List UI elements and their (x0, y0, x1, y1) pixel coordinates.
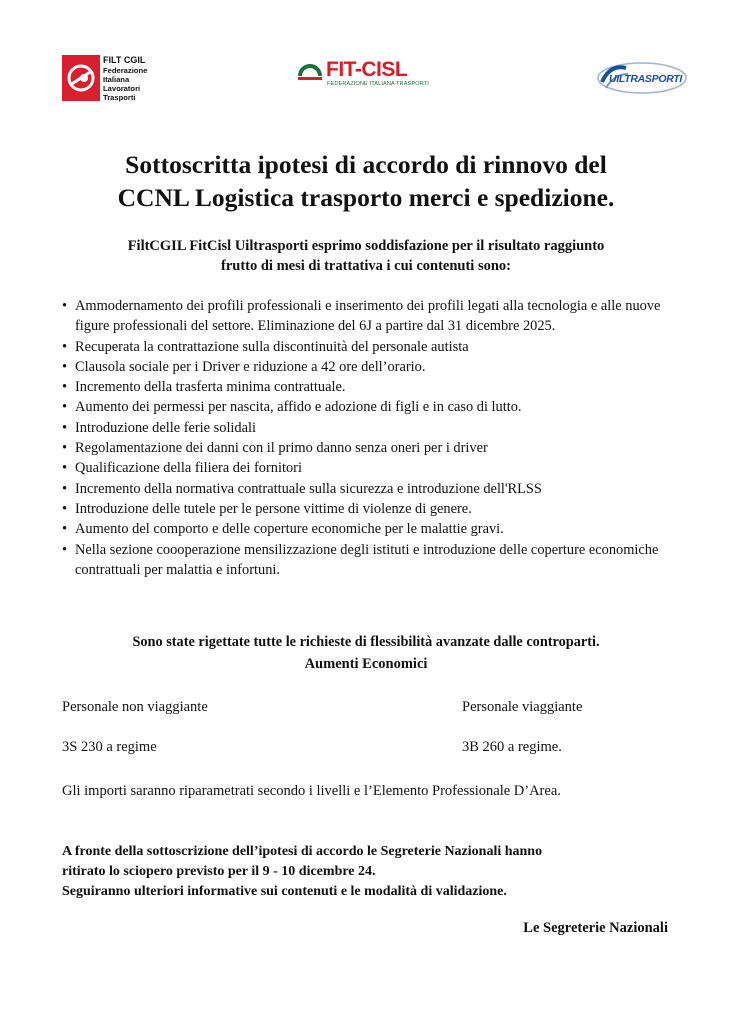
list-item-text: Aumento dei permessi per nascita, affido e adozione di figli e in caso di lutto. (75, 399, 522, 416)
list-item (62, 519, 682, 539)
list-item-text: Qualificazione della filiera dei fornitori (75, 460, 302, 477)
reparametrization-note: Gli importi saranno riparametrati secondo i livelli e l’Elemento Professionale D’Area. (62, 783, 561, 799)
list-item-text: Ammodernamento dei profili professionali e inserimento dei profili legati alla tecnologia e alle nuove figure professionali del settore. Eliminazione del 6J a partire dal 31 dicembre 2025. (75, 298, 661, 335)
bullet-icon: • (62, 460, 68, 477)
rejected-statement: Sono state rigettate tutte le richieste di flessibilità avanzate dalle controparti. (132, 634, 600, 650)
logo-bar (0, 0, 732, 120)
filt-line: Federazione (103, 66, 148, 75)
list-item-text: Introduzione delle ferie solidali (75, 419, 257, 436)
bullet-icon: • (62, 399, 68, 416)
bullet-icon: • (62, 358, 68, 375)
non-travelling-staff-label: Personale non viaggiante (62, 699, 208, 715)
non-travelling-staff-value: 3S 230 a regime (62, 739, 157, 755)
bullet-icon: • (62, 480, 68, 497)
filt-cgil-emblem-icon (62, 55, 100, 101)
uiltrasporti-logo (596, 60, 688, 96)
list-item-text: Incremento della trasferta minima contrattuale. (75, 379, 346, 396)
list-item-text: Regolamentazione dei danni con il primo danno senza oneri per i driver (75, 440, 488, 457)
list-item (62, 377, 682, 397)
filt-cgil-logo-text (103, 55, 147, 102)
fit-cisl-emblem-icon (296, 58, 324, 86)
fit-cisl-name: FIT-CISL (326, 58, 408, 81)
travelling-staff-label: Personale viaggiante (462, 699, 583, 715)
bullet-icon: • (62, 521, 68, 538)
intro-line-2: frutto di mesi di trattativa i cui contenuti sono: (221, 258, 511, 274)
title-line-2: CCNL Logistica trasporto merci e spedizione. (117, 183, 615, 212)
signature: Le Segreterie Nazionali (523, 920, 668, 936)
list-item (62, 296, 682, 337)
bullet-icon: • (62, 541, 68, 558)
filt-cgil-logo (62, 55, 147, 102)
intro-paragraph (60, 236, 672, 276)
list-item (62, 479, 682, 499)
filt-line: Italiana (103, 75, 130, 84)
closing-line-3: Seguiranno ulteriori informative sui contenuti e le modalità di validazione. (62, 884, 507, 899)
document-title (40, 148, 692, 214)
list-item-text: Aumento del comporto e delle coperture economiche per le malattie gravi. (75, 521, 504, 538)
intro-line-1: FiltCGIL FitCisl Uiltrasporti esprimo soddisfazione per il risultato raggiunto (127, 238, 605, 254)
travelling-staff-value: 3B 260 a regime. (462, 739, 562, 755)
list-item (62, 397, 682, 417)
bullet-icon: • (62, 338, 68, 355)
list-item (62, 357, 682, 377)
list-item-text: Incremento della normativa contrattuale sulla sicurezza e introduzione dell'RLSS (75, 480, 542, 497)
list-item (62, 438, 682, 458)
list-item-text: Nella sezione coooperazione mensilizzazione degli istituti e introduzione delle coperture economiche contrattuali per malattia e infortuni. (75, 541, 659, 578)
list-item-text: Introduzione delle tutele per le persone vittime di violenze di genere. (75, 500, 472, 517)
closing-line-1: A fronte della sottoscrizione dell’ipotesi di accordo le Segreterie Nazionali hanno (62, 844, 543, 859)
filt-line: Trasporti (103, 93, 136, 102)
filt-line: FILT CGIL (103, 55, 146, 65)
list-item (62, 458, 682, 478)
bullet-icon: • (62, 440, 68, 457)
filt-line: Lavoratori (103, 84, 141, 93)
bullet-icon: • (62, 419, 68, 436)
title-line-1: Sottoscritta ipotesi di accordo di rinnovo del (125, 150, 607, 179)
closing-line-2: ritirato lo sciopero previsto per il 9 - 10 dicembre 24. (62, 864, 376, 879)
uiltrasporti-name: UILTRASPORTI (609, 73, 683, 85)
list-item-text: Clausola sociale per i Driver e riduzione a 42 ore dell’orario. (75, 358, 426, 375)
bullet-icon: • (62, 500, 68, 517)
list-item-text: Recuperata la contrattazione sulla discontinuità del personale autista (75, 338, 469, 355)
fit-cisl-subtitle: FEDERAZIONE ITALIANA TRASPORTI (327, 81, 429, 87)
fit-cisl-logo (296, 58, 429, 92)
bullet-icon: • (62, 379, 68, 396)
closing-paragraph (62, 842, 682, 902)
contents-list (62, 296, 682, 580)
list-item (62, 337, 682, 357)
list-item (62, 499, 682, 519)
list-item (62, 418, 682, 438)
bullet-icon: • (62, 298, 68, 314)
economic-increases-heading: Aumenti Economici (304, 656, 428, 672)
list-item (62, 540, 682, 581)
